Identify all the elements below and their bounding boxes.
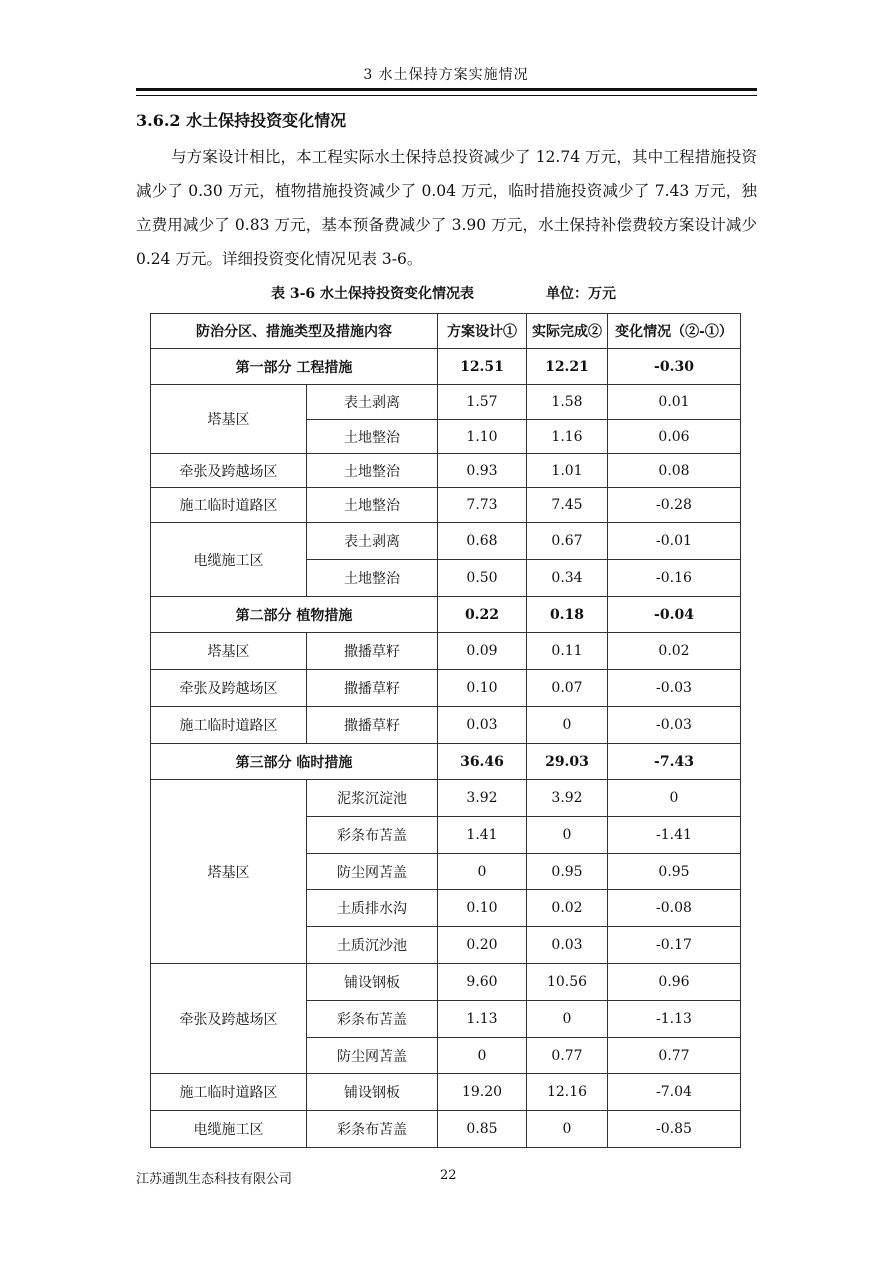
table-row xyxy=(151,488,741,523)
actual-value: 0.07 xyxy=(527,670,608,707)
actual-value: 7.45 xyxy=(527,488,608,523)
design-value: 19.20 xyxy=(438,1074,527,1111)
design-value: 0.03 xyxy=(438,707,527,744)
table-row xyxy=(151,707,741,744)
change-value: -0.30 xyxy=(608,349,741,385)
measure-cell: 撒播草籽 xyxy=(307,707,438,744)
change-value: 0.96 xyxy=(608,964,741,1001)
table-row xyxy=(151,780,741,817)
table-row xyxy=(151,1111,741,1148)
zone-cell: 塔基区 xyxy=(151,385,307,454)
change-value: -0.08 xyxy=(608,890,741,927)
measure-cell: 彩条布苫盖 xyxy=(307,817,438,854)
zone-cell: 牵张及跨越场区 xyxy=(151,454,307,488)
design-value: 0.93 xyxy=(438,454,527,488)
part-label: 第一部分 工程措施 xyxy=(151,349,438,385)
design-value: 0.50 xyxy=(438,560,527,597)
actual-value: 0.02 xyxy=(527,890,608,927)
zone-cell: 塔基区 xyxy=(151,633,307,670)
zone-cell: 电缆施工区 xyxy=(151,1111,307,1148)
header-cell: 防治分区、措施类型及措施内容 xyxy=(151,314,438,349)
actual-value: 29.03 xyxy=(527,744,608,780)
zone-cell: 牵张及跨越场区 xyxy=(151,670,307,707)
change-value: -7.43 xyxy=(608,744,741,780)
part-row xyxy=(151,597,741,633)
change-value: 0.95 xyxy=(608,854,741,890)
header-cell: 方案设计① xyxy=(438,314,527,349)
actual-value: 0 xyxy=(527,817,608,854)
investment-table xyxy=(150,313,741,1148)
actual-value: 0.95 xyxy=(527,854,608,890)
actual-value: 0.11 xyxy=(527,633,608,670)
change-value: -1.41 xyxy=(608,817,741,854)
design-value: 0.10 xyxy=(438,670,527,707)
actual-value: 0 xyxy=(527,1111,608,1148)
measure-cell: 表土剥离 xyxy=(307,385,438,420)
measure-cell: 彩条布苫盖 xyxy=(307,1111,438,1148)
measure-cell: 土质排水沟 xyxy=(307,890,438,927)
running-header: 3 水土保持方案实施情况 xyxy=(363,67,529,83)
section-title: 3.6.2 水土保持投资变化情况 xyxy=(136,111,347,130)
table-row xyxy=(151,964,741,1001)
design-value: 0.68 xyxy=(438,523,527,560)
change-value: -0.03 xyxy=(608,670,741,707)
zone-cell: 施工临时道路区 xyxy=(151,1074,307,1111)
measure-cell: 铺设钢板 xyxy=(307,1074,438,1111)
table-row xyxy=(151,523,741,560)
zone-cell: 施工临时道路区 xyxy=(151,488,307,523)
measure-cell: 土地整治 xyxy=(307,488,438,523)
change-value: 0 xyxy=(608,780,741,817)
change-value: -1.13 xyxy=(608,1001,741,1038)
change-value: -0.16 xyxy=(608,560,741,597)
table-caption-title: 表 3-6 水土保持投资变化情况表 xyxy=(271,286,475,302)
zone-cell: 塔基区 xyxy=(151,780,307,964)
table-row xyxy=(151,454,741,488)
measure-cell: 土地整治 xyxy=(307,454,438,488)
change-value: 0.08 xyxy=(608,454,741,488)
design-value: 0 xyxy=(438,854,527,890)
body-paragraph: 与方案设计相比，本工程实际水土保持总投资减少了 12.74 万元，其中工程措施投资减少了 0.30 万元，植物措施投资减少了 0.04 万元，临时措施投资减少了 7.43 万元，独立费用减少了 0.83 万元，基本预备费减少了 3.90 万元，水土保持补偿费较方案设计减少 0.24 万元。详细投资变化情况见表 3-6。 xyxy=(136,148,757,268)
actual-value: 0.34 xyxy=(527,560,608,597)
design-value: 0.20 xyxy=(438,927,527,964)
header-cell: 实际完成② xyxy=(527,314,608,349)
change-value: 0.06 xyxy=(608,420,741,454)
design-value: 0.09 xyxy=(438,633,527,670)
design-value: 12.51 xyxy=(438,349,527,385)
measure-cell: 表土剥离 xyxy=(307,523,438,560)
measure-cell: 泥浆沉淀池 xyxy=(307,780,438,817)
table-row xyxy=(151,1074,741,1111)
design-value: 0.85 xyxy=(438,1111,527,1148)
change-value: 0.77 xyxy=(608,1038,741,1074)
table-caption-unit: 单位：万元 xyxy=(546,286,616,302)
change-value: -0.17 xyxy=(608,927,741,964)
actual-value: 10.56 xyxy=(527,964,608,1001)
change-value: -0.03 xyxy=(608,707,741,744)
design-value: 3.92 xyxy=(438,780,527,817)
table-header-row xyxy=(151,314,741,349)
zone-cell: 电缆施工区 xyxy=(151,523,307,597)
change-value: -0.28 xyxy=(608,488,741,523)
change-value: -0.01 xyxy=(608,523,741,560)
zone-cell: 施工临时道路区 xyxy=(151,707,307,744)
actual-value: 12.21 xyxy=(527,349,608,385)
design-value: 9.60 xyxy=(438,964,527,1001)
actual-value: 3.92 xyxy=(527,780,608,817)
measure-cell: 土地整治 xyxy=(307,560,438,597)
design-value: 0 xyxy=(438,1038,527,1074)
design-value: 1.13 xyxy=(438,1001,527,1038)
table-row xyxy=(151,385,741,420)
measure-cell: 撒播草籽 xyxy=(307,633,438,670)
design-value: 1.57 xyxy=(438,385,527,420)
actual-value: 0 xyxy=(527,1001,608,1038)
measure-cell: 土质沉沙池 xyxy=(307,927,438,964)
part-label: 第三部分 临时措施 xyxy=(151,744,438,780)
header-rule xyxy=(136,88,757,96)
measure-cell: 防尘网苫盖 xyxy=(307,1038,438,1074)
change-value: -7.04 xyxy=(608,1074,741,1111)
measure-cell: 彩条布苫盖 xyxy=(307,1001,438,1038)
design-value: 0.22 xyxy=(438,597,527,633)
actual-value: 1.01 xyxy=(527,454,608,488)
design-value: 36.46 xyxy=(438,744,527,780)
measure-cell: 土地整治 xyxy=(307,420,438,454)
actual-value: 0.67 xyxy=(527,523,608,560)
change-value: -0.85 xyxy=(608,1111,741,1148)
design-value: 0.10 xyxy=(438,890,527,927)
part-row xyxy=(151,744,741,780)
table-row xyxy=(151,633,741,670)
measure-cell: 铺设钢板 xyxy=(307,964,438,1001)
actual-value: 0.03 xyxy=(527,927,608,964)
design-value: 1.10 xyxy=(438,420,527,454)
part-row xyxy=(151,349,741,385)
footer-company: 江苏通凯生态科技有限公司 xyxy=(136,1172,293,1187)
actual-value: 1.58 xyxy=(527,385,608,420)
design-value: 1.41 xyxy=(438,817,527,854)
actual-value: 12.16 xyxy=(527,1074,608,1111)
part-label: 第二部分 植物措施 xyxy=(151,597,438,633)
actual-value: 0 xyxy=(527,707,608,744)
actual-value: 1.16 xyxy=(527,420,608,454)
change-value: -0.04 xyxy=(608,597,741,633)
actual-value: 0.77 xyxy=(527,1038,608,1074)
measure-cell: 撒播草籽 xyxy=(307,670,438,707)
table-row xyxy=(151,670,741,707)
page-number: 22 xyxy=(440,1168,457,1183)
change-value: 0.01 xyxy=(608,385,741,420)
actual-value: 0.18 xyxy=(527,597,608,633)
measure-cell: 防尘网苫盖 xyxy=(307,854,438,890)
design-value: 7.73 xyxy=(438,488,527,523)
change-value: 0.02 xyxy=(608,633,741,670)
zone-cell: 牵张及跨越场区 xyxy=(151,964,307,1074)
header-cell: 变化情况（②-①） xyxy=(608,314,741,349)
